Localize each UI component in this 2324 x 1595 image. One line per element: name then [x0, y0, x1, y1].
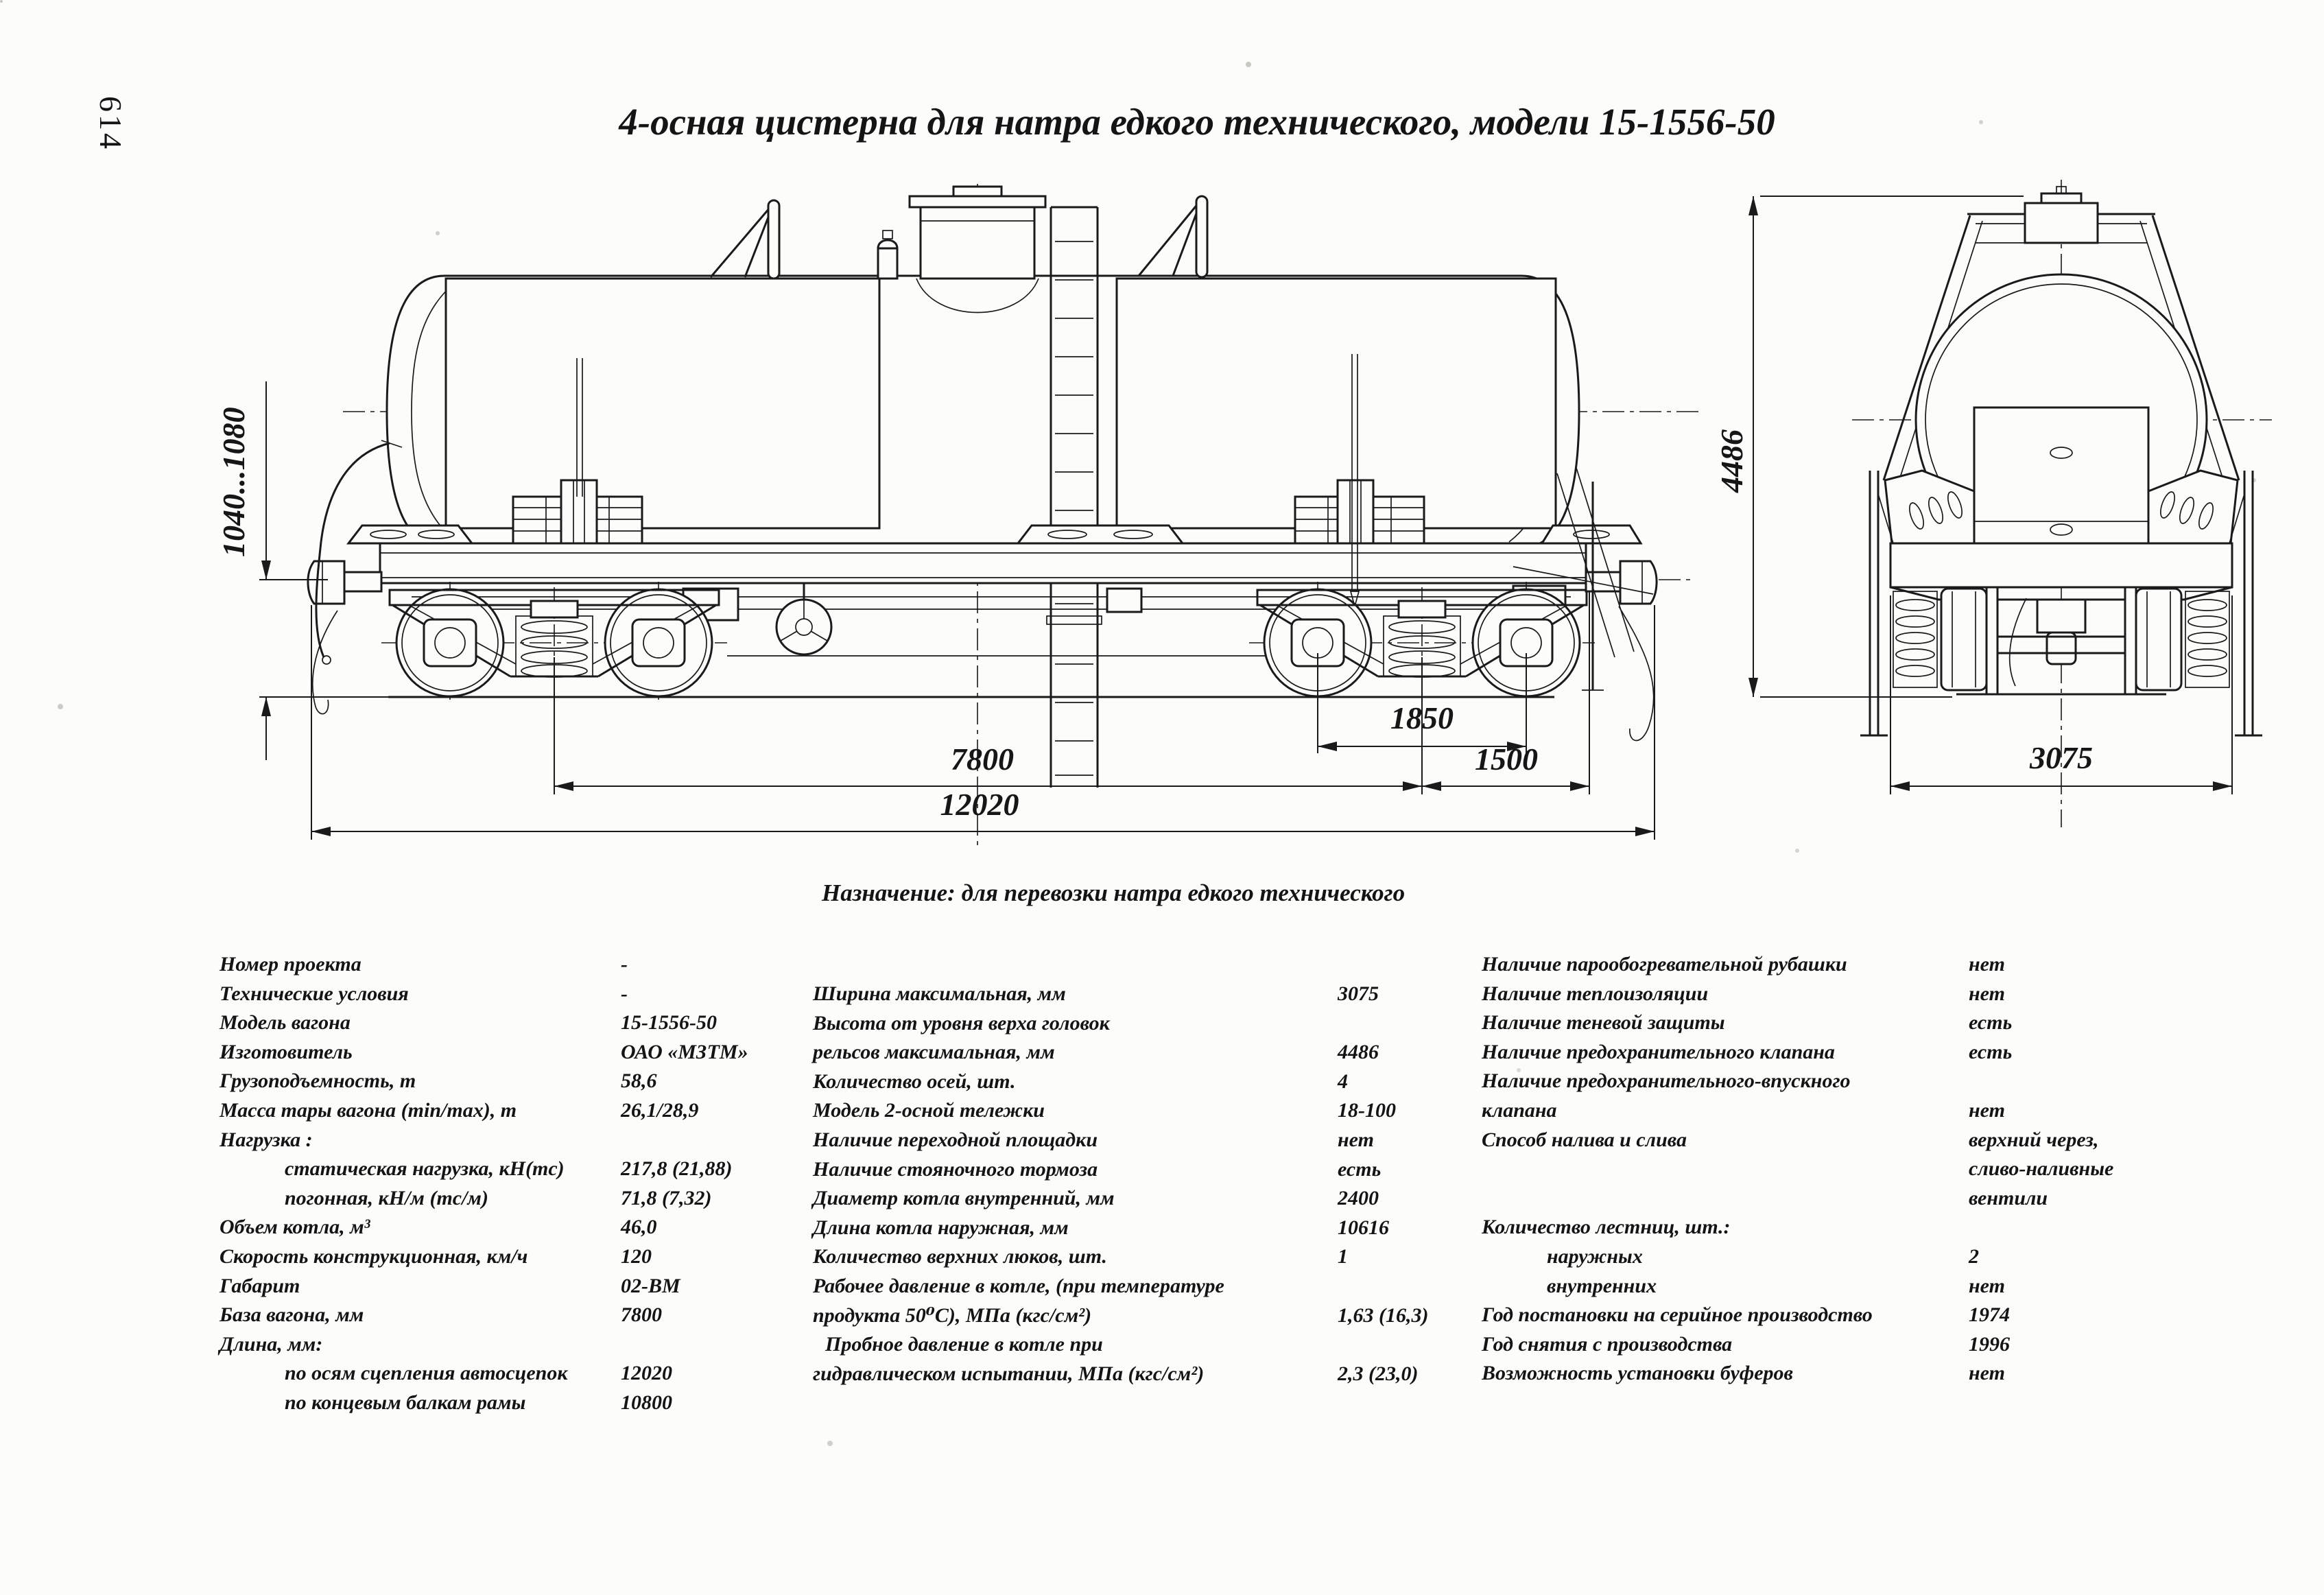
spec-value: нет — [1969, 1098, 2005, 1122]
spec-label: Объем котла, м³ — [220, 1216, 370, 1239]
spec-row — [220, 1242, 809, 1272]
spec-label: по осям сцепления автосцепок — [285, 1362, 568, 1385]
spec-row — [813, 1009, 1485, 1039]
spec-row — [813, 980, 1485, 1009]
spec-row — [1482, 980, 2305, 1009]
spec-row — [1482, 1067, 2305, 1096]
spec-value: 4 — [1338, 1070, 1348, 1093]
handbrake-wheel — [776, 583, 831, 654]
end-view-drawing — [1852, 180, 2272, 827]
spec-row — [1482, 1126, 2305, 1155]
spec-row — [1482, 1155, 2305, 1184]
dim-label-max-width: 3075 — [2030, 740, 2093, 775]
dim-label-bogie-to-endbeam: 1500 — [1475, 742, 1538, 777]
spec-value: нет — [1969, 953, 2005, 976]
spec-row — [1482, 1301, 2305, 1330]
spec-label: клапана — [1482, 1098, 1557, 1122]
spec-row — [220, 1301, 809, 1330]
spec-label: Грузоподъемность, т — [220, 1070, 416, 1093]
spec-column-general — [220, 950, 809, 1418]
air-hose-right — [1619, 606, 1654, 741]
spec-row — [220, 1008, 809, 1038]
spec-label: Габарит — [220, 1274, 300, 1297]
dim-label-bogie-wheelbase: 1850 — [1390, 700, 1454, 735]
shadow-shield — [1974, 407, 2148, 543]
spec-row — [813, 1360, 1485, 1389]
spec-label: Нагрузка : — [220, 1128, 313, 1151]
spec-value: нет — [1969, 982, 2005, 1005]
spec-value: 4486 — [1338, 1041, 1379, 1064]
spec-value: 1974 — [1969, 1303, 2010, 1327]
spec-label: Год постановки на серийное производство — [1482, 1303, 1873, 1327]
spec-row — [1482, 1359, 2305, 1389]
spec-row — [220, 980, 809, 1009]
spec-value: 12020 — [621, 1362, 672, 1385]
spec-value: 18-100 — [1338, 1099, 1396, 1122]
spec-value: сливо-наливные — [1969, 1157, 2114, 1181]
spec-label: Масса тары вагона (min/max), т — [220, 1098, 517, 1122]
spec-value: есть — [1338, 1157, 1382, 1181]
spec-label: Изготовитель — [220, 1040, 353, 1063]
spec-value: 1 — [1338, 1245, 1348, 1268]
spec-row — [1482, 1008, 2305, 1038]
spec-row — [813, 1067, 1485, 1097]
spec-value: есть — [1969, 1040, 2013, 1063]
spec-row — [813, 1096, 1485, 1126]
spec-row — [1482, 1272, 2305, 1301]
spec-value: есть — [1969, 1011, 2013, 1035]
spec-value: 2 — [1969, 1244, 1979, 1268]
spec-row — [1482, 1213, 2305, 1242]
shade-panel-right — [1117, 279, 1556, 528]
spec-label: погонная, кН/м (тс/м) — [285, 1186, 488, 1209]
spec-label: Возможность установки буферов — [1482, 1362, 1793, 1385]
spec-label: продукта 50⁰С), МПа (кгс/см²) — [813, 1303, 1092, 1327]
spec-value: 1996 — [1969, 1332, 2010, 1356]
spec-row — [220, 1330, 809, 1360]
spec-value: 15-1556-50 — [621, 1011, 717, 1035]
spec-value: 2400 — [1338, 1187, 1379, 1210]
brake-rigging — [412, 586, 1571, 656]
spec-value: 58,6 — [621, 1070, 657, 1093]
spec-value: 46,0 — [621, 1216, 657, 1239]
spec-row — [1482, 1184, 2305, 1214]
spec-label: База вагона, мм — [220, 1303, 364, 1327]
spec-column-equipment — [1482, 950, 2305, 1389]
spec-row — [220, 1184, 809, 1214]
spec-value: нет — [1969, 1274, 2005, 1297]
spec-value: 1,63 (16,3) — [1338, 1303, 1429, 1327]
spec-label: Количество лестниц, шт.: — [1482, 1216, 1731, 1239]
handrail-a-frame-right — [1139, 196, 1207, 277]
spec-label: Наличие предохранительного клапана — [1482, 1040, 1835, 1063]
spec-row — [220, 950, 809, 980]
spec-value: 7800 — [621, 1303, 662, 1327]
spec-label: Номер проекта — [220, 953, 361, 976]
spec-row — [813, 1214, 1485, 1243]
spec-label: Рабочее давление в котле, (при температуре — [813, 1274, 1224, 1297]
spec-label: Высота от уровня верха головок — [813, 1011, 1110, 1035]
dim-label-wagon-base: 7800 — [951, 742, 1014, 777]
spec-row — [220, 1272, 809, 1301]
spec-label: Ширина максимальная, мм — [813, 982, 1066, 1005]
spec-value: вентили — [1969, 1186, 2048, 1209]
spec-row — [220, 1213, 809, 1242]
spec-value: нет — [1969, 1362, 2005, 1385]
spec-label: Способ налива и слива — [1482, 1128, 1687, 1151]
safety-valve — [878, 231, 897, 279]
spec-label: Диаметр котла внутренний, мм — [813, 1187, 1115, 1210]
spec-label: наружных — [1547, 1244, 1643, 1268]
spec-row — [1482, 1242, 2305, 1272]
spec-label: Количество осей, шт. — [813, 1070, 1016, 1093]
spec-row — [813, 1242, 1485, 1272]
spec-value: - — [621, 953, 628, 976]
page-title: 4-осная цистерна для натра едкого технического, модели 15-1556-50 — [619, 101, 1775, 143]
spec-label: Пробное давление в котле при — [825, 1333, 1103, 1356]
spec-label: Количество верхних люков, шт. — [813, 1245, 1107, 1268]
spec-label: внутренних — [1547, 1274, 1657, 1297]
spec-label: Наличие предохранительного-впускного — [1482, 1070, 1851, 1093]
shade-panel-left — [446, 279, 879, 528]
spec-label: Модель 2-осной тележки — [813, 1099, 1045, 1122]
spec-label: Технические условия — [220, 982, 409, 1005]
spec-value: 10800 — [621, 1391, 672, 1414]
dim-label-length-over-couplers: 12020 — [940, 787, 1019, 822]
spec-value: 02-ВМ — [621, 1274, 680, 1297]
spec-label: Наличие парообогревательной рубашки — [1482, 953, 1847, 976]
spec-row — [1482, 1096, 2305, 1126]
dim-label-height-above-rail: 4486 — [1714, 429, 1749, 493]
spec-label: Наличие теневой защиты — [1482, 1011, 1725, 1035]
spec-value: 10616 — [1338, 1216, 1389, 1239]
spec-value: ОАО «МЗТМ» — [621, 1040, 748, 1063]
spec-value: 2,3 (23,0) — [1338, 1362, 1419, 1385]
spec-row — [813, 1272, 1485, 1301]
spec-value: 26,1/28,9 — [621, 1098, 699, 1122]
spec-value: - — [621, 982, 628, 1005]
spec-label: по концевым балкам рамы — [285, 1391, 526, 1414]
spec-row — [220, 1096, 809, 1126]
spec-row — [220, 1359, 809, 1389]
spec-row — [813, 1184, 1485, 1214]
spec-label: Модель вагона — [220, 1011, 351, 1035]
spec-row — [220, 1038, 809, 1067]
spec-label: Наличие переходной площадки — [813, 1128, 1098, 1151]
spec-label: Длина котла наружная, мм — [813, 1216, 1069, 1239]
spec-label: Скорость конструкционная, км/ч — [220, 1244, 528, 1268]
spec-value: 120 — [621, 1244, 652, 1268]
spec-row — [220, 1389, 809, 1418]
spec-label: Длина, мм: — [220, 1332, 323, 1356]
spec-value: 217,8 (21,88) — [621, 1157, 733, 1181]
spec-value: 71,8 (7,32) — [621, 1186, 712, 1209]
spec-row — [220, 1126, 809, 1155]
spec-row — [1482, 1038, 2305, 1067]
spec-label: Год снятия с производства — [1482, 1332, 1733, 1356]
spec-value: нет — [1338, 1128, 1374, 1151]
page-number: 614 — [93, 96, 128, 152]
spec-label: Наличие стояночного тормоза — [813, 1157, 1098, 1181]
spec-value: верхний через, — [1969, 1128, 2099, 1151]
spec-row — [813, 1155, 1485, 1185]
spec-label: статическая нагрузка, кН(тс) — [285, 1157, 565, 1181]
spec-column-dimensions — [813, 980, 1485, 1389]
spec-label: Наличие теплоизоляции — [1482, 982, 1709, 1005]
spec-label: рельсов максимальная, мм — [813, 1041, 1055, 1064]
spec-row — [813, 1330, 1485, 1360]
spec-row — [220, 1067, 809, 1096]
spec-row — [1482, 950, 2305, 980]
spec-row — [1482, 1330, 2305, 1360]
spec-row — [813, 1126, 1485, 1155]
dim-label-coupler-height: 1040...1080 — [216, 407, 251, 557]
spec-row — [813, 1038, 1485, 1067]
handrail-a-frame-left — [711, 200, 779, 279]
purpose-line: Назначение: для перевозки натра едкого технического — [822, 879, 1406, 906]
spec-value: 3075 — [1338, 982, 1379, 1005]
spec-label: гидравлическом испытании, МПа (кгс/см²) — [813, 1362, 1205, 1385]
spec-row — [813, 1301, 1485, 1331]
spec-row — [220, 1155, 809, 1184]
